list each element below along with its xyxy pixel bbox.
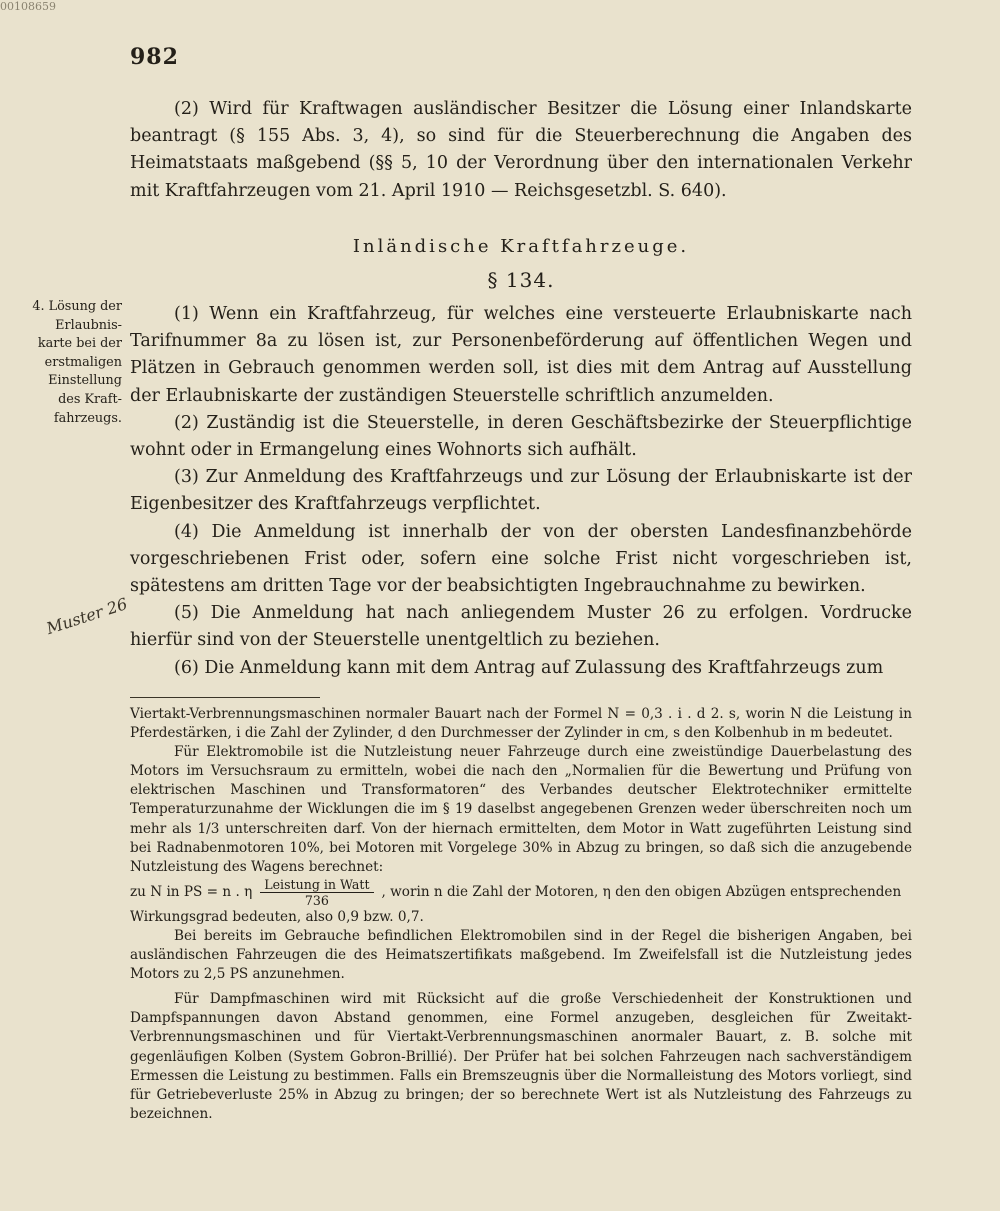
margin-note-line: karte bei der: [37, 336, 122, 352]
section-heading: Inländische Kraftfahrzeuge.: [352, 236, 690, 257]
formula-prefix: zu N in PS = n . η: [130, 883, 253, 900]
footnote-text: Für Elektromobile ist die Nutzleistung neuer Fahrzeuge durch eine zweistündige Dauerbelastung des Motors im Versuchsraum zu ermitteln, wobei die nach den „Normalien für die Bewertung und Prüfung von elektrischen Maschinen und Transformatoren“ des Verbandes deutscher Elektrotechniker ermittelte Temperaturzunahme der Wicklungen die im § 19 daselbst angegebenen Grenzen weder überschreiten noch um mehr als 1/3 unterschreiten darf. Von der hiernach ermittelten, dem Motor in Watt zugeführten Leistung sind bei Radnabenmotoren 10%, bei Motoren mit Vorgelege 30% in Abzug zu bringen, so daß sich die anzugebende Nutzleistung des Wagens berechnet:: [130, 744, 912, 875]
footnotes: [130, 705, 912, 1124]
paragraph-6: (6) Die Anmeldung kann mit dem Antrag auf Zulassung des Kraftfahrzeugs zum: [174, 657, 884, 678]
margin-note-line: fahrzeugs.: [53, 410, 122, 426]
footnote-text: Viertakt-Verbrennungsmaschinen normaler Bauart nach der Formel N = 0,3 . i . d 2. s, worin N die Leistung in Pferdestärken, i die Zahl der Zylinder, d den Durchmesser der Zylinder in cm, s den Kolbenhub in m bedeutet.: [130, 706, 912, 742]
formula-numerator: Leistung in Watt: [260, 877, 373, 893]
margin-note: [18, 298, 122, 428]
section-number: § 134.: [487, 268, 555, 292]
formula-line: [130, 877, 912, 908]
intro-text: [130, 96, 912, 205]
paragraph-2: (2) Zuständig ist die Steuerstelle, in deren Geschäftsbezirke der Steuerpflichtige wohnt oder in Ermangelung eines Wohnorts sich aufhält.: [130, 412, 912, 461]
archive-reference: 00108659: [0, 0, 56, 13]
formula-denominator: 736: [304, 892, 329, 908]
paragraph-4: (4) Die Anmeldung ist innerhalb der von der obersten Landesfinanzbehörde vorgeschriebenen Frist oder, sofern eine solche Frist nicht vorgeschrieben ist, spätestens am dritten Tage vor der beabsichtigten Ingebrauchnahme zu bewirken.: [130, 521, 912, 597]
page-number: 982: [130, 44, 179, 70]
paragraph-intro: (2) Wird für Kraftwagen ausländischer Besitzer die Lösung einer Inlandskarte beantragt (§ 155 Abs. 3, 4), so sind für die Steuerberechnung die Angaben des Heimatstaats maßgebend (§§ 5, 10 der Verordnung über den internationalen Verkehr mit Kraftfahrzeugen vom 21. April 1910 — Reichsgesetzbl. S. 640).: [130, 99, 912, 201]
paragraph-1: (1) Wenn ein Kraftfahrzeug, für welches eine versteuerte Erlaubniskarte nach Tarifnummer 8a zu lösen ist, zur Personenbeförderung auf öffentlichen Wegen und Plätzen in Gebrauch genommen werden soll, ist dies mit dem Antrag auf Ausstellung der Erlaubniskarte der zuständigen Steuerstelle schriftlich anzumelden.: [130, 304, 912, 406]
margin-note-line: Erlaubnis-: [55, 317, 122, 333]
section-body: [130, 301, 912, 682]
footnote-divider: [130, 697, 320, 698]
footnote-text: Wirkungsgrad bedeuten, also 0,9 bzw. 0,7.: [130, 908, 424, 925]
paragraph-5: (5) Die Anmeldung hat nach anliegendem Muster 26 zu erfolgen. Vordrucke hierfür sind von der Steuerstelle unentgeltlich zu beziehen.: [130, 603, 912, 651]
footnote-text: Bei bereits im Gebrauche befindlichen Elektromobilen sind in der Regel die bisherigen Angaben, bei ausländischen Fahrzeugen die des Heimatszertifikats maßgebend. Im Zweifelsfall ist die Nutzleistung jedes Motors zu 2,5 PS anzunehmen.: [130, 927, 912, 983]
margin-note-line: erstmaligen: [44, 354, 122, 370]
margin-note-line: 4. Lösung der: [32, 299, 122, 314]
margin-note-line: Einstellung: [48, 373, 122, 389]
paragraph-3: (3) Zur Anmeldung des Kraftfahrzeugs und zur Lösung der Erlaubniskarte ist der Eigenbesitzer des Kraftfahrzeugs verpflichtet.: [130, 467, 912, 515]
handwritten-form-reference: Muster 26: [44, 594, 130, 639]
formula-suffix: , worin n die Zahl der Motoren, η den den obigen Abzügen entsprechenden: [381, 883, 902, 900]
formula-fraction: [260, 877, 373, 908]
margin-note-line: des Kraft-: [58, 391, 122, 407]
footnote-text: Für Dampfmaschinen wird mit Rücksicht auf die große Verschiedenheit der Konstruktionen und Dampfspannungen davon Abstand genommen, eine Formel anzugeben, desgleichen für Zweitakt-Verbrennungsmaschinen und für Viertakt-Verbrennungsmaschinen anormaler Bauart, z. B. solche mit gegenläufigen Kolben (System Gobron-Brillié). Der Prüfer hat bei solchen Fahrzeugen nach sachverständigem Ermessen die Leistung zu bestimmen. Falls ein Bremszeugnis über die Normalleistung des Motors vorliegt, sind für Getriebeverluste 25% in Abzug zu bringen; der so berechnete Wert ist als Nutzleistung des Fahrzeugs zu bezeichnen.: [130, 991, 912, 1122]
